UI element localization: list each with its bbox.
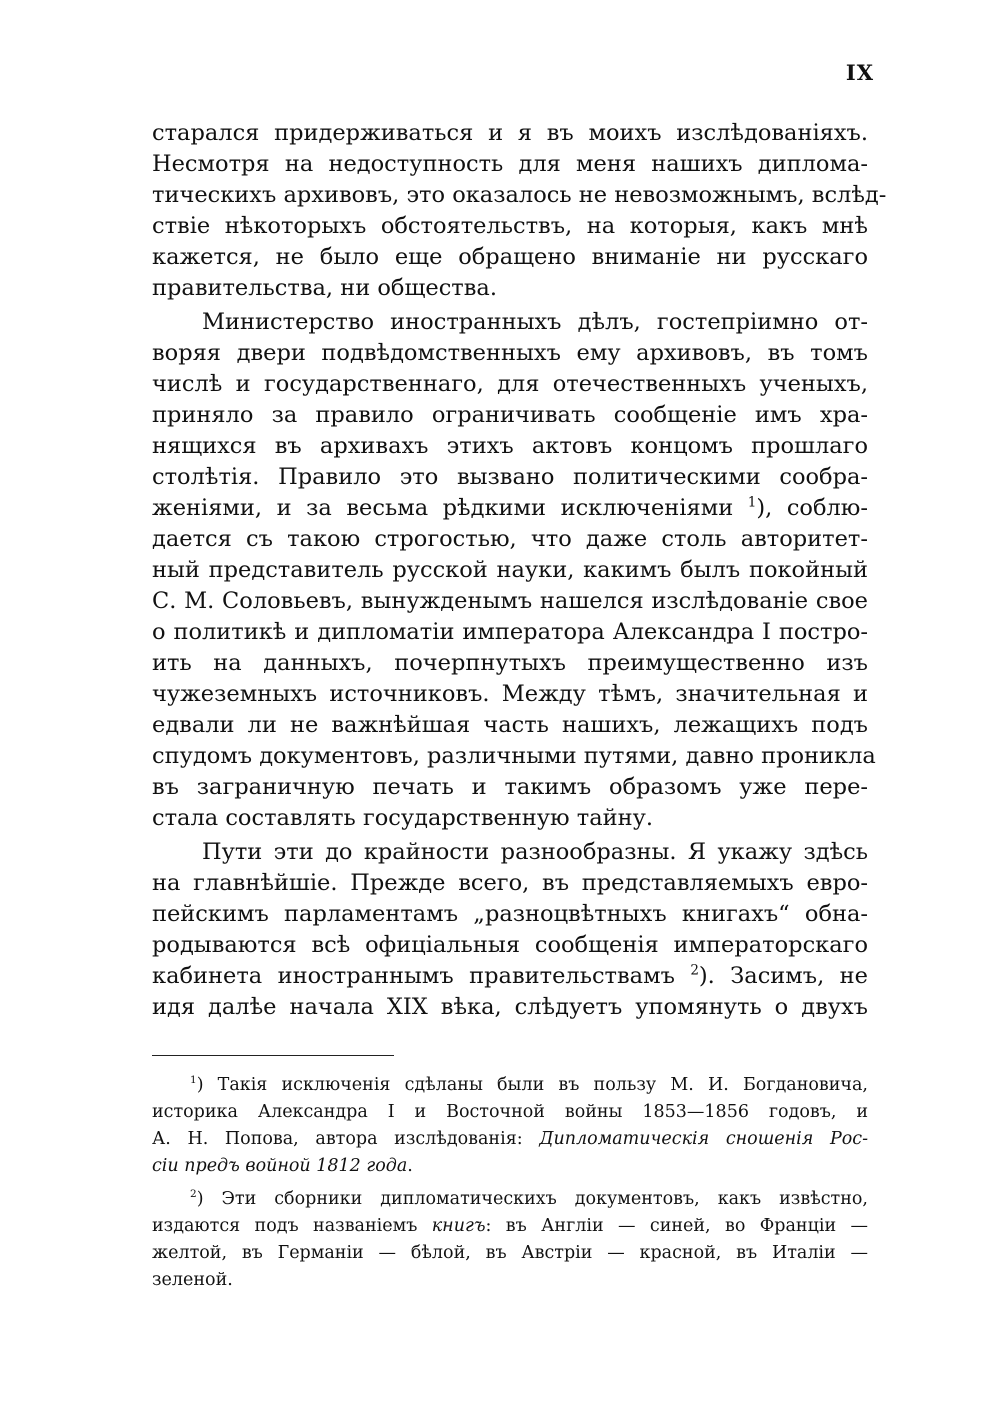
italic-title: сіи предъ войной 1812 года xyxy=(152,1156,408,1176)
text-line: правительства, ни общества. xyxy=(152,275,497,301)
footnote-line xyxy=(152,1153,868,1180)
footnote-ref-1: 1 xyxy=(747,494,757,511)
text-line: нящихся въ архивахъ этихъ актовъ концомъ прошлаго xyxy=(152,433,868,459)
text-line: едвали ли не важнѣйшая часть нашихъ, лежащихъ подъ xyxy=(152,712,868,738)
text-line: родываются всѣ офиціальныя сообщенія императорскаго xyxy=(152,932,868,958)
text-segment: ) Такія исключенія сдѣланы были въ пользу М. И. Богдановича, xyxy=(196,1075,868,1095)
main-text xyxy=(152,118,887,1023)
footnote-marker: 2 xyxy=(190,1188,197,1201)
text-line: столѣтія. Правило это вызвано политическими сообра- xyxy=(152,464,868,490)
footnote-separator xyxy=(152,1055,394,1056)
text-segment: ) Эти сборники дипломатическихъ документовъ, какъ извѣстно, xyxy=(196,1189,868,1209)
text-line: въ заграничную печать и такимъ образомъ уже пере- xyxy=(152,774,868,800)
footnotes xyxy=(152,1072,868,1294)
text-line: пейскимъ парламентамъ „разноцвѣтныхъ книгахъ“ обна- xyxy=(152,901,868,927)
text-line: чужеземныхъ источниковъ. Между тѣмъ, значительная и xyxy=(152,681,868,707)
text-segment: ), соблю- xyxy=(756,495,868,521)
footnote-line xyxy=(152,1213,868,1240)
footnote-line xyxy=(152,1126,868,1153)
text-line xyxy=(152,493,868,524)
text-line: кажется, не было еще обращено вниманіе ни русскаго xyxy=(152,244,868,270)
text-line: Пути эти до крайности разнообразны. Я укажу здѣсь xyxy=(202,839,868,865)
text-line: Министерство иностранныхъ дѣлъ, гостепріимно от- xyxy=(202,309,868,335)
text-line: старался придерживаться и я въ моихъ изслѣдованіяхъ. xyxy=(152,120,868,146)
text-line: Несмотря на недоступность для меня нашихъ диплома- xyxy=(152,151,868,177)
footnote-line: желтой, въ Германіи — бѣлой, въ Австріи — красной, въ Италіи — xyxy=(152,1243,868,1263)
text-line: ный представитель русской науки, какимъ былъ покойный xyxy=(152,557,868,583)
text-segment: : въ Англіи — синей, во Франціи — xyxy=(485,1216,868,1236)
italic-title: Дипломатическія сношенія Рос- xyxy=(539,1129,868,1149)
text-line: спудомъ документовъ, различными путями, давно проникла xyxy=(152,743,876,769)
text-line: ствіе нѣкоторыхъ обстоятельствъ, на которыя, какъ мнѣ xyxy=(152,213,868,239)
text-line: числѣ и государственнаго, для отечественныхъ ученыхъ, xyxy=(152,371,868,397)
text-line: идя далѣе начала XIX вѣка, слѣдуетъ упомянуть о двухъ xyxy=(152,994,868,1020)
footnote-line xyxy=(152,1186,868,1213)
text-segment: кабинета иностраннымъ правительствамъ xyxy=(152,963,675,989)
text-line: приняло за правило ограничивать сообщеніе имъ хра- xyxy=(152,402,868,428)
footnote-line xyxy=(152,1072,868,1099)
text-segment: женіями, и за весьма рѣдкими исключеніями xyxy=(152,495,734,521)
text-line: о политикѣ и дипломатіи императора Александра I постро- xyxy=(152,619,868,645)
text-segment: . xyxy=(407,1156,413,1176)
footnote-ref-2: 2 xyxy=(690,962,699,979)
footnote-line: зеленой. xyxy=(152,1270,233,1290)
text-line: ить на данныхъ, почерпнутыхъ преимущественно изъ xyxy=(152,650,868,676)
text-line: на главнѣйшіе. Прежде всего, въ представляемыхъ евро- xyxy=(152,870,868,896)
footnote-marker: 1 xyxy=(190,1074,197,1087)
text-segment: издаются подъ названіемъ xyxy=(152,1216,432,1236)
text-line: стала составлять государственную тайну. xyxy=(152,805,654,831)
text-line xyxy=(152,961,868,992)
text-segment: ). Засимъ, не xyxy=(698,963,868,989)
text-line: дается съ такою строгостью, что даже столь авторитет- xyxy=(152,526,868,552)
text-line: С. М. Соловьевъ, вынужденымъ нашелся изслѣдованіе свое xyxy=(152,588,868,614)
text-line: воряя двери подвѣдомственныхъ ему архивовъ, въ томъ xyxy=(152,340,868,366)
text-segment: А. Н. Попова, автора изслѣдованія: xyxy=(152,1129,540,1149)
page-number: IX xyxy=(845,60,874,85)
italic-word: книгъ xyxy=(431,1216,486,1236)
footnote-line: историка Александра I и Восточной войны 1853—1856 годовъ, и xyxy=(152,1102,868,1122)
text-line: тическихъ архивовъ, это оказалось не невозможнымъ, вслѣд- xyxy=(152,182,887,208)
